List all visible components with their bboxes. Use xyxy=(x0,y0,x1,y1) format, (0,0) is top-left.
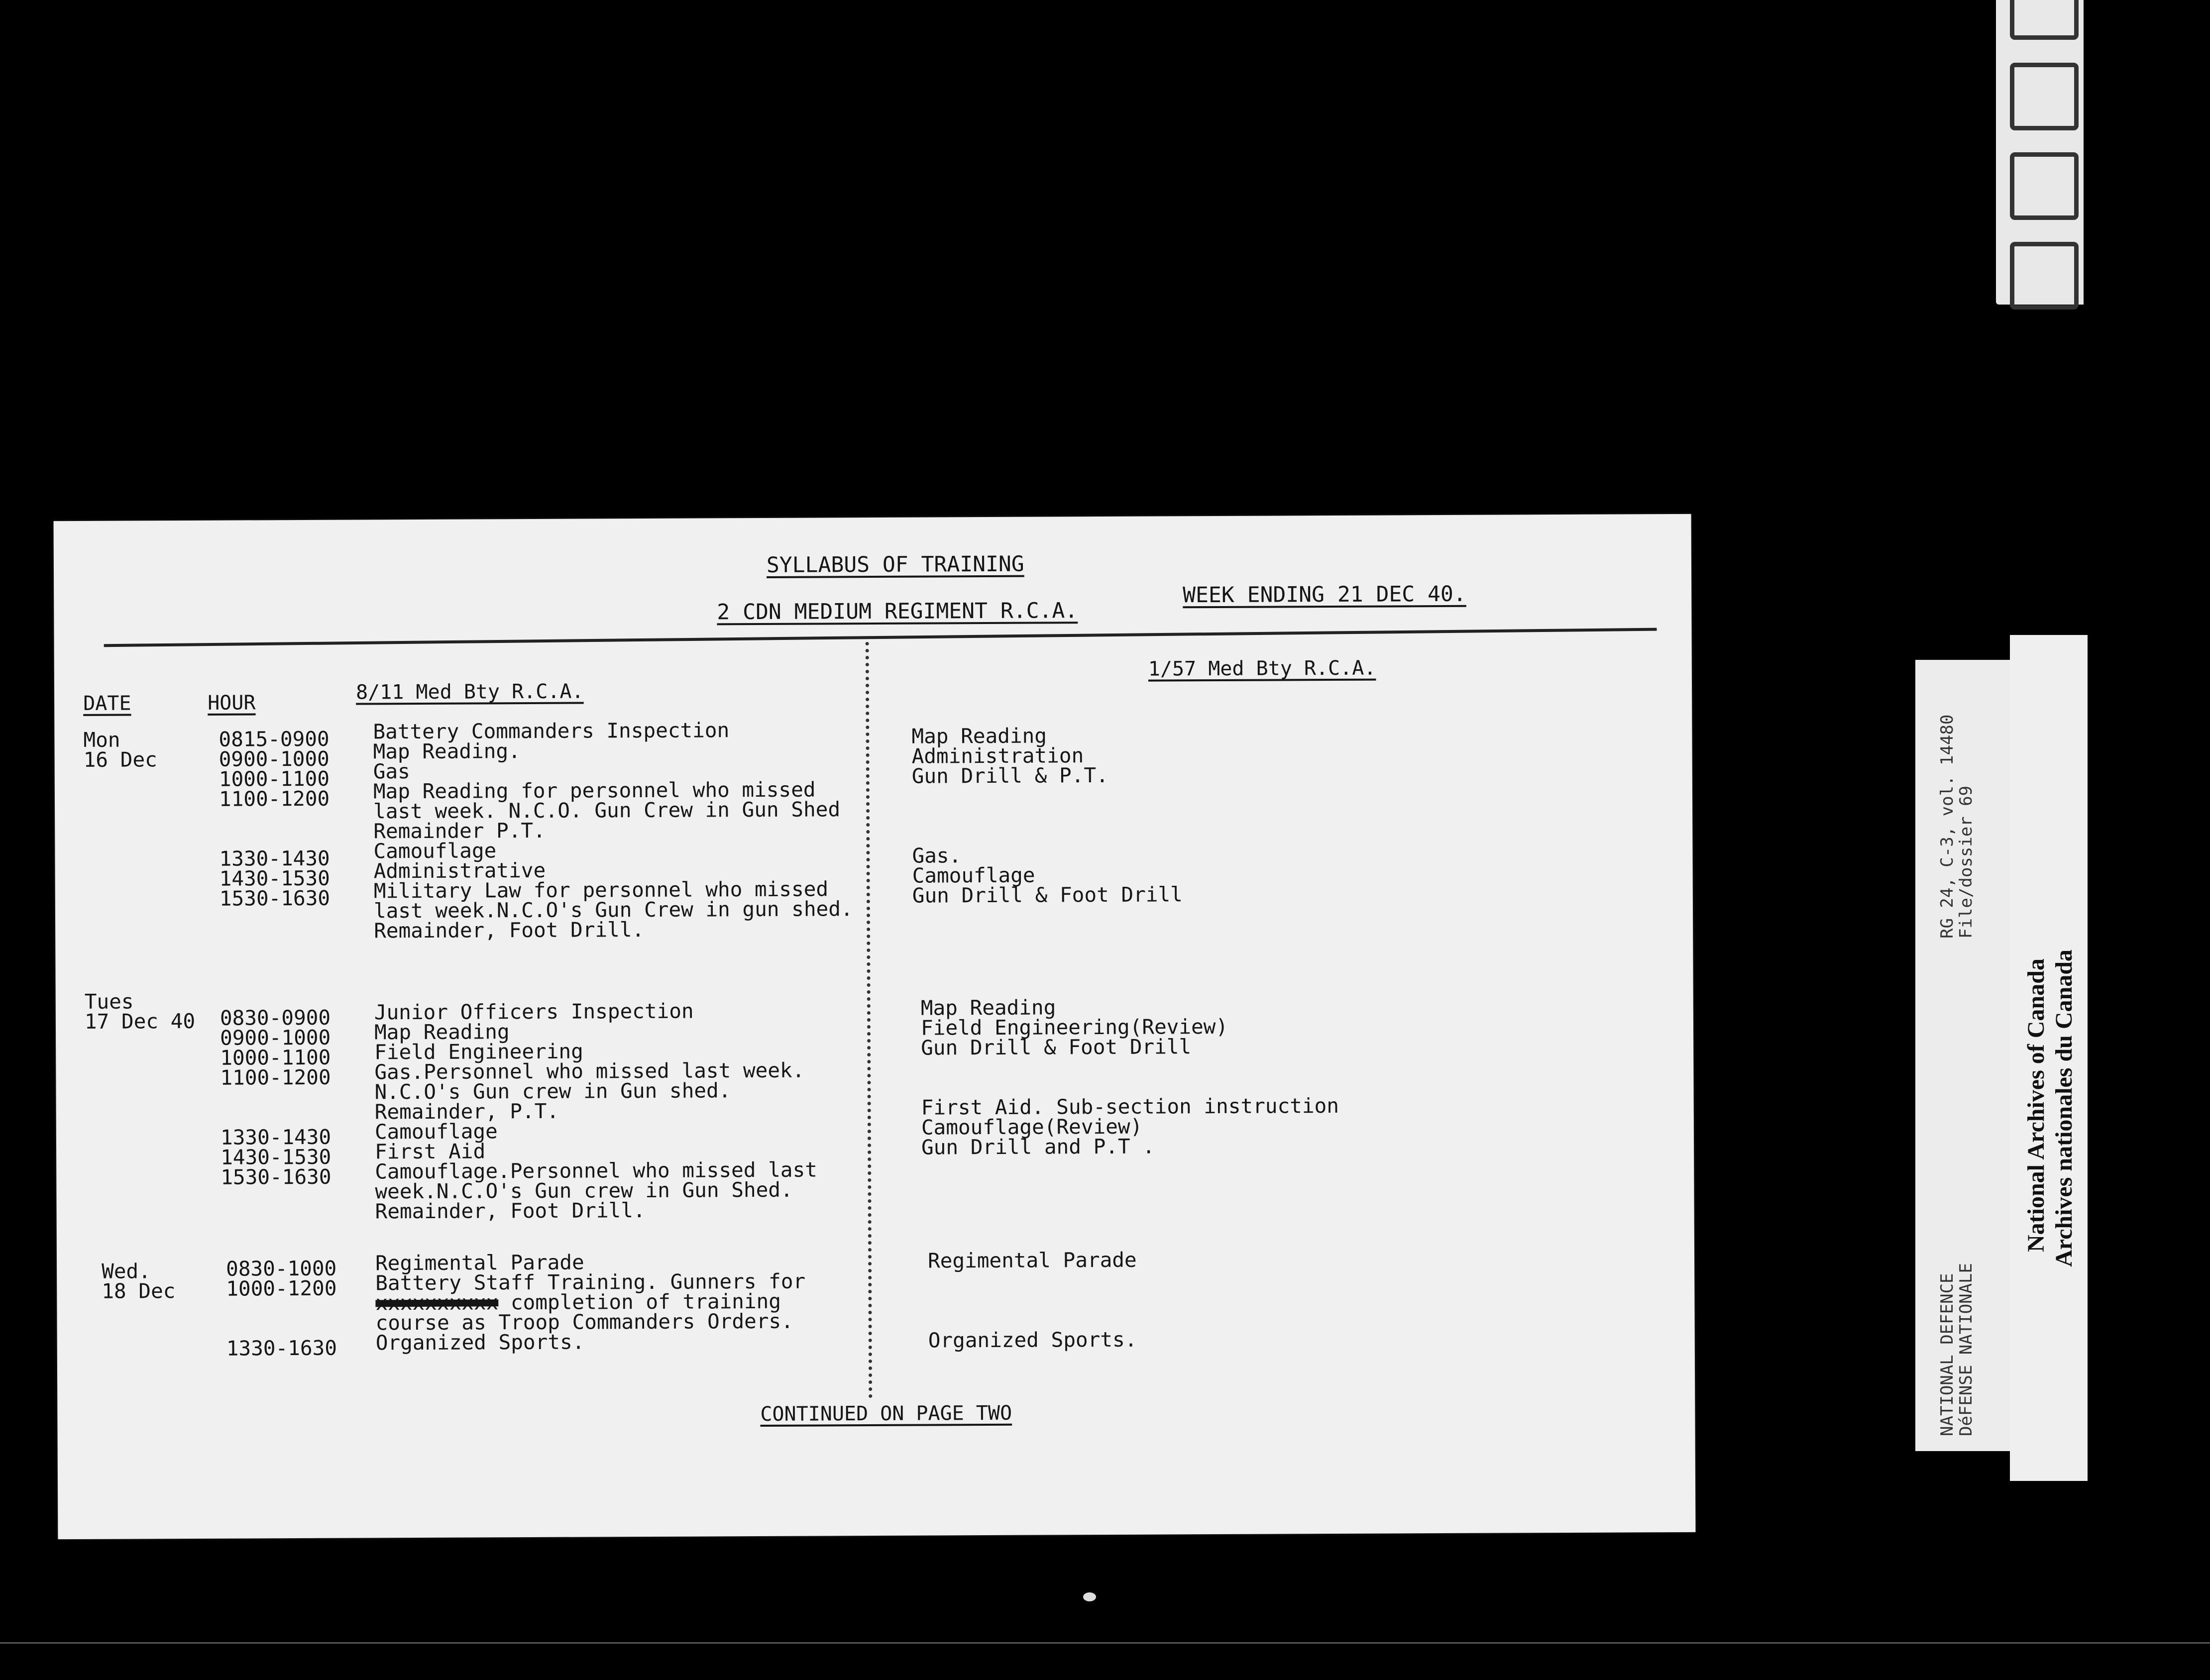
record-group-reference: RG 24, C-3, vol. 14480 xyxy=(1937,714,1957,939)
archives-name-fr: Archives nationales du Canada xyxy=(2051,949,2077,1267)
day-hours: 0830-0900 0900-1000 1000-1100 1100-1200 1330-1430 1430-1530 1530-1630 xyxy=(220,1005,332,1189)
archive-name-card xyxy=(2010,635,2088,1481)
schedule-day-tuesday xyxy=(56,985,1693,1224)
department-en: NATIONAL DEFENCE xyxy=(1937,1273,1957,1436)
continued-note: CONTINUED ON PAGE TWO xyxy=(760,1401,1012,1426)
day-activities-battery-b: Map Reading Administration Gun Drill & P.T. Gas. Camouflage Gun Drill & Foot Drill xyxy=(911,724,1183,908)
column-header-hour: HOUR xyxy=(208,691,256,715)
day-activities-battery-a: Junior Officers Inspection Map Reading Field Engineering Gas.Personnel who missed last week. N.C.O's Gun crew in Gun shed. Remainder, P.T. Camouflage First Aid Camouflage.Personnel who missed last week.N.C.O's Gun crew in Gun Shed. Remainder, Foot Drill. xyxy=(374,999,817,1224)
activity-text: completion of training course as Troop Commanders Orders. Organized Sports. xyxy=(375,1289,793,1355)
activity-text: Regimental Parade Battery Staff Training. Gunners for xyxy=(375,1250,806,1295)
document-sheet xyxy=(54,514,1696,1539)
frame-mark xyxy=(2010,242,2079,310)
column-header-battery-a: 8/11 Med Bty R.C.A. xyxy=(355,680,584,704)
film-frame-marks xyxy=(1996,0,2084,305)
day-date: Tues 17 Dec 40 xyxy=(84,989,196,1034)
day-hours: 0830-1000 1000-1200 1330-1630 xyxy=(226,1256,337,1361)
day-activities-battery-a xyxy=(375,1251,874,1353)
day-date: Wed. 18 Dec xyxy=(102,1259,176,1303)
header-rule xyxy=(104,628,1657,647)
day-hours: 0815-0900 0900-1000 1000-1100 1100-1200 1330-1430 1430-1530 1530-1630 xyxy=(219,727,331,911)
day-activities-battery-b: Regimental Parade Organized Sports. xyxy=(927,1248,1137,1353)
department-fr: DéFENSE NATIONALE xyxy=(1956,1263,1976,1436)
frame-mark xyxy=(2010,0,2079,40)
frame-mark xyxy=(2010,152,2079,220)
schedule-day-wednesday xyxy=(57,1248,1694,1361)
archive-reference-strip xyxy=(1915,660,2010,1451)
column-header-date: DATE xyxy=(83,692,131,715)
day-activities-battery-b: Map Reading Field Engineering(Review) Gun Drill & Foot Drill First Aid. Sub-section instruction Camouflage(Review) Gun Drill and P.T . xyxy=(920,995,1339,1159)
frame-mark xyxy=(2010,63,2079,130)
frame-edge-line xyxy=(0,1642,2210,1644)
schedule-day-monday xyxy=(54,718,1692,943)
unit-name: 2 CDN MEDIUM REGIMENT R.C.A. xyxy=(717,598,1078,625)
day-activities-battery-a: Battery Commanders Inspection Map Reading. Gas Map Reading for personnel who missed last week. N.C.O. Gun Crew in Gun Shed Remainder P.T. Camouflage Administrative Military Law for personnel who missed last week.N.C.O's Gun Crew in gun shed. Remainder, Foot Drill. xyxy=(373,718,853,943)
film-speck xyxy=(1083,1592,1096,1601)
day-date: Mon 16 Dec xyxy=(83,728,157,772)
struck-out-word: xxxxxxxxxx xyxy=(375,1290,499,1315)
archives-name-en: National Archives of Canada xyxy=(2023,958,2049,1252)
week-ending: WEEK ENDING 21 DEC 40. xyxy=(1183,581,1466,608)
column-header-battery-b: 1/57 Med Bty R.C.A. xyxy=(1148,656,1376,681)
file-reference: File/dossier 69 xyxy=(1956,785,1976,939)
document-title: SYLLABUS OF TRAINING xyxy=(766,551,1024,578)
